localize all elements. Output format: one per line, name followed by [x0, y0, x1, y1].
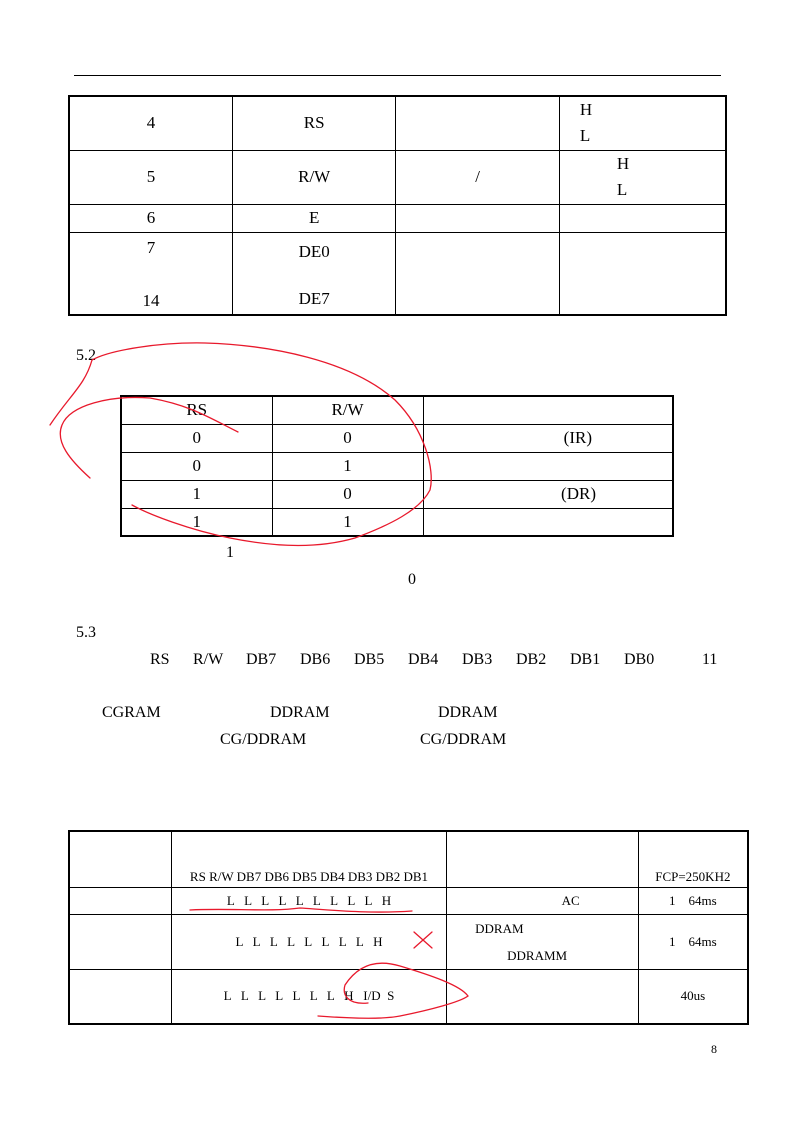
cell-op: (DR) [423, 480, 673, 508]
pin-function [559, 232, 726, 315]
pin-symbol: R/W [232, 150, 396, 204]
cell-time: 1 64ms [638, 914, 748, 969]
cell-rw: 1 [272, 508, 423, 536]
pin-end: 14 [142, 290, 160, 310]
term-ddram: DDRAM [270, 704, 330, 721]
note-ready: 0 [408, 571, 416, 588]
bit-db4: DB4 [408, 651, 439, 668]
pin-level: / [396, 150, 559, 204]
term-cgddram: CG/DDRAM [420, 731, 507, 748]
bit-db1: DB1 [570, 651, 601, 668]
col-header-time: FCP=250KH2 [638, 831, 748, 887]
table-row [69, 969, 748, 1024]
cell-rs: 0 [121, 452, 272, 480]
level-high: H [616, 154, 630, 173]
col-header-desc [447, 831, 639, 887]
desc-line: DDRAMM [507, 947, 568, 963]
cell-rs: 0 [121, 424, 272, 452]
pin-level [396, 204, 559, 232]
table-row [121, 508, 673, 536]
cell-time: 1 64ms [638, 887, 748, 914]
term-ddram: DDRAM [438, 704, 498, 721]
table-row [121, 424, 673, 452]
cell-desc: AC [447, 887, 639, 914]
register-select-table [120, 395, 674, 537]
bit-db7: DB7 [246, 651, 277, 668]
col-header-op [423, 396, 673, 424]
table-row [69, 887, 748, 914]
cell-rw: 0 [272, 480, 423, 508]
cell-bits: L L L L L L L L H [171, 914, 446, 969]
note-busy: 1 [226, 544, 234, 561]
cell-rs: 1 [121, 480, 272, 508]
instruction-table [68, 830, 749, 1025]
pin-function [559, 96, 726, 150]
cell-desc [447, 969, 639, 1024]
pin-number: 4 [69, 96, 232, 150]
cell-instruction [69, 914, 171, 969]
table-row [69, 232, 726, 315]
pin-function [559, 204, 726, 232]
table-header-row [69, 831, 748, 887]
bus-start: DE0 [298, 241, 330, 261]
term-cgddram: CG/DDRAM [220, 731, 307, 748]
bit-db3: DB3 [462, 651, 493, 668]
bit-rs: RS [150, 651, 170, 668]
bit-db2: DB2 [516, 651, 547, 668]
pin-level [396, 232, 559, 315]
pin-number-range [69, 232, 232, 315]
table-row [69, 150, 726, 204]
table-row [121, 480, 673, 508]
cell-time: 40us [638, 969, 748, 1024]
bit-db0: DB0 [624, 651, 655, 668]
pin-table [68, 95, 727, 316]
pin-symbol: RS [232, 96, 396, 150]
table-header-row [121, 396, 673, 424]
level-high: H [579, 100, 593, 120]
section-label: 5.3 [76, 624, 96, 641]
col-header-rs: RS [121, 396, 272, 424]
bit-db5: DB5 [354, 651, 385, 668]
table-row [121, 452, 673, 480]
table-row [69, 204, 726, 232]
cell-rw: 0 [272, 424, 423, 452]
level-low: L [579, 126, 591, 146]
pin-function [559, 150, 726, 204]
pin-number: 6 [69, 204, 232, 232]
bit-rw: R/W [193, 651, 224, 668]
header-rule [74, 75, 721, 76]
col-header-bits: RS R/W DB7 DB6 DB5 DB4 DB3 DB2 DB1 [171, 831, 446, 887]
pin-level [396, 96, 559, 150]
cell-rs: 1 [121, 508, 272, 536]
cell-rw: 1 [272, 452, 423, 480]
table-row [69, 96, 726, 150]
cell-desc [447, 914, 639, 969]
cell-instruction [69, 887, 171, 914]
instruction-count: 11 [702, 651, 718, 668]
page-number: 8 [711, 1042, 717, 1056]
col-header-rw: R/W [272, 396, 423, 424]
cell-instruction [69, 969, 171, 1024]
pin-symbol: E [232, 204, 396, 232]
pin-number: 5 [69, 150, 232, 204]
cell-bits: L L L L L L L H I/D S [171, 969, 446, 1024]
bus-end: DE7 [298, 288, 330, 308]
term-cgram: CGRAM [102, 704, 161, 721]
pin-symbol-range [232, 232, 396, 315]
cell-op: (IR) [423, 424, 673, 452]
pin-start: 7 [146, 237, 156, 257]
bit-db6: DB6 [300, 651, 331, 668]
cell-op [423, 508, 673, 536]
cell-op [423, 452, 673, 480]
cell-bits: L L L L L L L L L H [171, 887, 446, 914]
section-label: 5.2 [76, 347, 96, 364]
desc-line: DDRAM [475, 920, 524, 936]
col-header-instruction [69, 831, 171, 887]
level-low: L [616, 180, 628, 199]
table-row [69, 914, 748, 969]
